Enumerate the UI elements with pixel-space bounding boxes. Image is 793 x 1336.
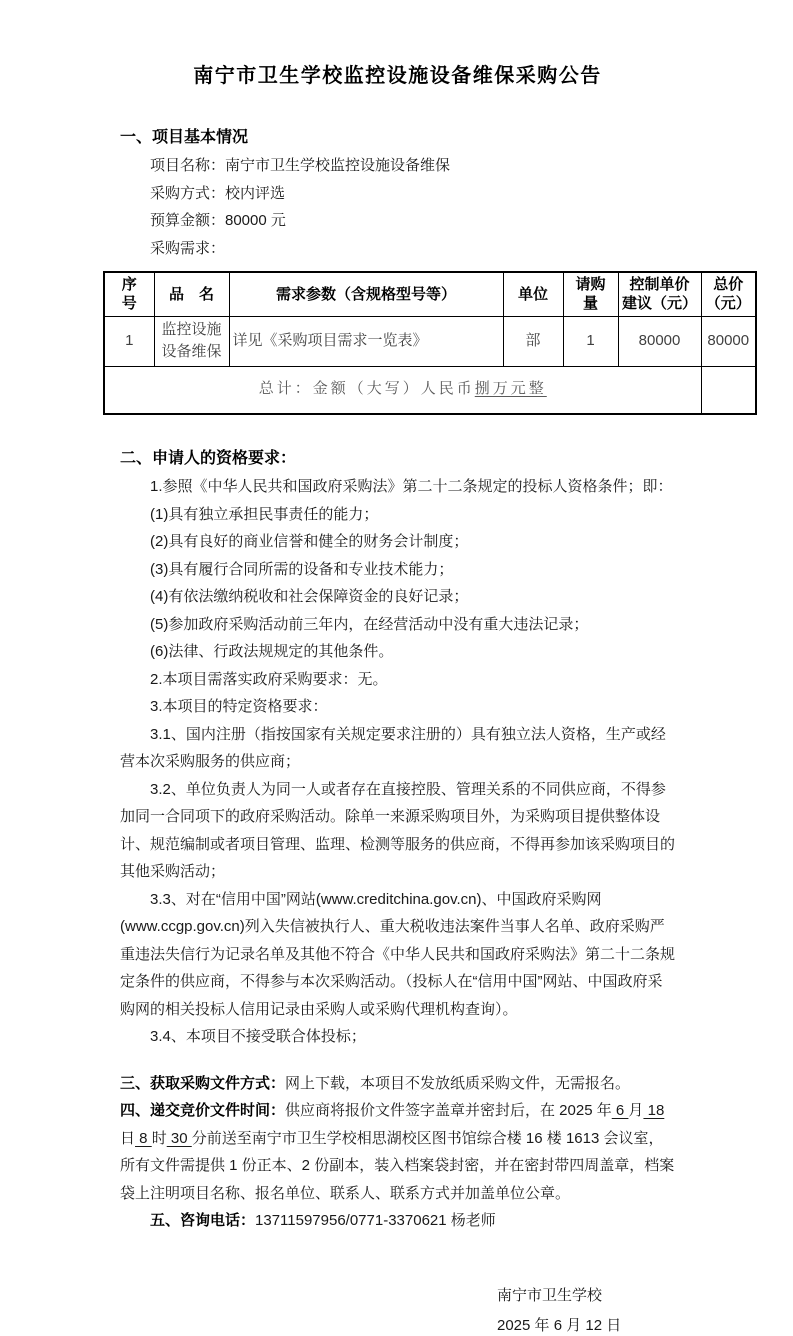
section3-paragraph	[120, 1070, 675, 1098]
total-empty-cell	[701, 366, 756, 414]
signature-block	[120, 1281, 675, 1336]
qualification-item: (4)有依法缴纳税收和社会保障资金的良好记录；	[150, 588, 469, 605]
section1-heading: 一、项目基本情况	[120, 129, 249, 146]
requirements-table	[103, 271, 757, 415]
table-header-row	[104, 272, 756, 316]
qualification-item: (3)具有履行合同所需的设备和专业技术能力；	[150, 560, 454, 578]
header-unit: 单位	[503, 272, 563, 316]
qualification-item: 3.2、单位负责人为同一人或者存在直接控股、管理关系的不同供应商，不得参加同一合同项下的政府采购活动。除单一来源采购项目外，为采购项目提供整体设计、规范编制或者项目管理、监理、检测等服务的供应商，不得再参加该采购项目的其他采购活动；	[120, 780, 676, 880]
cell-total-price: 80000	[701, 316, 756, 366]
qualification-item: (1)具有独立承担民事责任的能力；	[150, 505, 379, 523]
cell-params: 详见《采购项目需求一览表》	[229, 316, 503, 366]
section4-blank-month: 6	[611, 1102, 629, 1119]
qualification-item: 2.本项目需落实政府采购要求：无。	[150, 670, 388, 688]
cell-unit-price: 80000	[618, 316, 701, 366]
contact-phone: 13711597956/0771-3370621 杨老师	[255, 1212, 496, 1229]
cell-quantity: 1	[563, 316, 618, 366]
section2-heading: 二、申请人的资格要求：	[120, 450, 297, 467]
section4-text-4: 时	[151, 1129, 167, 1147]
table-total-row	[104, 366, 756, 414]
header-total-price: 总价 （元）	[701, 272, 756, 316]
requirements-table-wrap	[103, 271, 751, 415]
section4-text-3: 日	[120, 1129, 136, 1147]
qualification-item: 1.参照《中华人民共和国政府采购法》第二十二条规定的投标人资格条件；即：	[150, 478, 673, 495]
section4-text-2: 月	[628, 1102, 644, 1119]
total-cell	[104, 366, 701, 414]
section4-blank-hour: 8	[135, 1129, 152, 1147]
section4-text-5: 分前送至南宁市卫生学校相思湖校区图书馆综合楼 16 楼 1613 会议室，所有文件需提供 1 份正本、2 份副本，装入档案袋封密，并在密封带四周盖章，档案袋上注明项目名称、报名单位、联系人、联系方式并加盖单位公章。	[120, 1129, 675, 1202]
signature-org: 南宁市卫生学校	[497, 1286, 603, 1304]
section4-blank-minute: 30	[166, 1129, 192, 1147]
cell-unit: 部	[503, 316, 563, 366]
section4-text-1: 供应商将报价文件签字盖章并密封后，在 2025 年	[285, 1102, 612, 1119]
cell-serial: 1	[104, 316, 154, 366]
header-item-name: 品 名	[154, 272, 229, 316]
section3-text: 网上下载，本项目不发放纸质采购文件，无需报名。	[285, 1074, 631, 1092]
section4-blank-day: 18	[643, 1102, 665, 1119]
header-params: 需求参数（含规格型号等）	[229, 272, 503, 316]
section4-label: 四、递交竞价文件时间：	[120, 1102, 286, 1119]
page-title: 南宁市卫生学校监控设施设备维保采购公告	[193, 65, 602, 87]
qualification-item: 3.3、对在“信用中国”网站(www.creditchina.gov.cn)、中国政府采购网(www.ccgp.gov.cn)列入失信被执行人、重大税收违法案件当事人名单、政府采购严重违法失信行为记录名单及其他不符合《中华人民共和国政府采购法》第二十二条规定条件的供应商，不得参与本次采购活动。（投标人在“信用中国”网站、中国政府采购网的相关投标人信用记录由采购人或采购代理机构查询）。	[120, 890, 676, 1018]
header-unit-price: 控制单价 建议（元）	[618, 272, 701, 316]
header-serial: 序 号	[104, 272, 154, 316]
cell-item-name: 监控设施 设备维保	[154, 316, 229, 366]
total-label: 总计：金额（大写）人民币	[258, 381, 475, 397]
table-row	[104, 316, 756, 366]
signature-date: 2025 年 6 月 12 日	[497, 1316, 622, 1334]
procurement-method-line: 采购方式：校内评选	[150, 184, 286, 202]
project-name-line: 项目名称：南宁市卫生学校监控设施设备维保	[150, 157, 451, 174]
section5-label: 五、咨询电话：	[150, 1212, 256, 1229]
requirements-label-line: 采购需求：	[150, 239, 226, 257]
qualification-item: 3.4、本项目不接受联合体投标；	[150, 1028, 366, 1045]
qualification-item: (5)参加政府采购活动前三年内，在经营活动中没有重大违法记录；	[150, 615, 589, 633]
total-amount: 捌万元整	[474, 381, 547, 397]
qualification-item: (6)法律、行政法规规定的其他条件。	[150, 643, 394, 660]
section4-paragraph	[120, 1097, 675, 1207]
qualification-item: 3.本项目的特定资格要求：	[150, 698, 328, 715]
qualification-item: 3.1、国内注册（指按国家有关规定要求注册的）具有独立法人资格，生产或经营本次采购服务的供应商；	[120, 725, 666, 770]
section5-paragraph	[120, 1207, 675, 1235]
header-quantity: 请购 量	[563, 272, 618, 316]
budget-line: 预算金额：80000 元	[150, 212, 286, 229]
section3-label: 三、获取采购文件方式：	[120, 1074, 286, 1092]
qualification-item: (2)具有良好的商业信誉和健全的财务会计制度；	[150, 533, 469, 550]
